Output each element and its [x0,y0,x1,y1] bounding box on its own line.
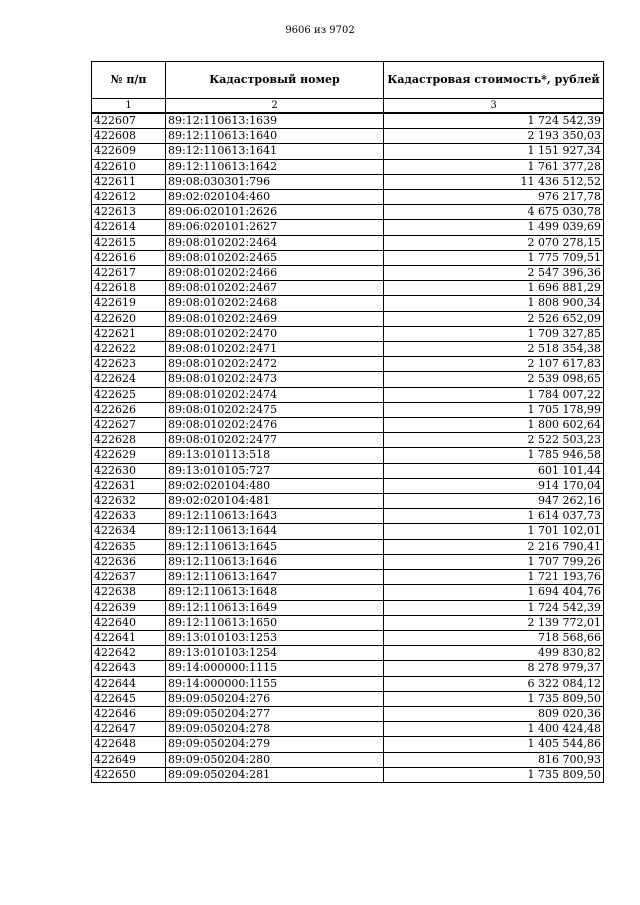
cadastral-value: 1 701 102,01 [384,524,604,539]
cadastral-number: 89:12:110613:1641 [166,144,384,159]
table-row [92,235,604,250]
table-row [92,600,604,615]
table-row [92,554,604,569]
row-index: 422607 [92,113,166,129]
cadastral-number: 89:12:110613:1646 [166,554,384,569]
cadastral-number: 89:02:020104:481 [166,494,384,509]
cadastral-number: 89:09:050204:277 [166,706,384,721]
cadastral-value: 718 568,66 [384,630,604,645]
row-index: 422633 [92,509,166,524]
row-index: 422638 [92,585,166,600]
table-row [92,220,604,235]
cadastral-number: 89:08:010202:2468 [166,296,384,311]
cadastral-number: 89:08:010202:2464 [166,235,384,250]
cadastral-number: 89:12:110613:1639 [166,113,384,129]
row-index: 422625 [92,387,166,402]
row-index: 422637 [92,570,166,585]
cadastral-number: 89:09:050204:278 [166,722,384,737]
cadastral-value: 6 322 084,12 [384,676,604,691]
cadastral-value: 2 526 652,09 [384,311,604,326]
cadastral-number: 89:14:000000:1155 [166,676,384,691]
cadastral-number: 89:08:010202:2466 [166,266,384,281]
cadastral-value: 1 735 809,50 [384,767,604,782]
table-row [92,706,604,721]
cadastral-number: 89:06:020101:2627 [166,220,384,235]
row-index: 422618 [92,281,166,296]
table-row [92,691,604,706]
row-index: 422621 [92,326,166,341]
row-index: 422612 [92,190,166,205]
row-index: 422643 [92,661,166,676]
row-index: 422614 [92,220,166,235]
table-row [92,722,604,737]
row-index: 422636 [92,554,166,569]
column-number-row [92,99,604,114]
table-row [92,646,604,661]
cadastral-value: 2 216 790,41 [384,539,604,554]
table-row [92,266,604,281]
row-index: 422628 [92,433,166,448]
cadastral-number: 89:06:020101:2626 [166,205,384,220]
row-index: 422613 [92,205,166,220]
table-row [92,478,604,493]
table-row [92,281,604,296]
cadastral-value: 1 735 809,50 [384,691,604,706]
cadastral-value: 1 709 327,85 [384,326,604,341]
cadastral-number: 89:08:030301:796 [166,174,384,189]
cadastral-value: 914 170,04 [384,478,604,493]
table-row [92,661,604,676]
row-index: 422648 [92,737,166,752]
cadastral-value: 601 101,44 [384,463,604,478]
cadastral-value: 1 784 007,22 [384,387,604,402]
cadastral-value: 2 522 503,23 [384,433,604,448]
table-row [92,448,604,463]
table-row [92,494,604,509]
table-row [92,311,604,326]
table-row [92,342,604,357]
cadastral-value: 2 539 098,65 [384,372,604,387]
row-index: 422640 [92,615,166,630]
cadastral-number: 89:12:110613:1645 [166,539,384,554]
table-row [92,767,604,782]
cadastral-number: 89:12:110613:1643 [166,509,384,524]
table-row [92,402,604,417]
table-row [92,174,604,189]
cadastral-value: 816 700,93 [384,752,604,767]
row-index: 422645 [92,691,166,706]
table-row [92,509,604,524]
cadastral-number: 89:12:110613:1640 [166,129,384,144]
cadastral-value: 1 405 544,86 [384,737,604,752]
cadastral-value: 2 107 617,83 [384,357,604,372]
row-index: 422646 [92,706,166,721]
row-index: 422623 [92,357,166,372]
table-row [92,326,604,341]
cadastral-number: 89:12:110613:1647 [166,570,384,585]
row-index: 422644 [92,676,166,691]
cadastral-value: 1 808 900,34 [384,296,604,311]
row-index: 422641 [92,630,166,645]
table-row [92,296,604,311]
row-index: 422615 [92,235,166,250]
cadastral-number: 89:08:010202:2469 [166,311,384,326]
cadastral-value: 1 800 602,64 [384,418,604,433]
cadastral-value: 1 694 404,76 [384,585,604,600]
row-index: 422620 [92,311,166,326]
row-index: 422617 [92,266,166,281]
cadastral-value: 1 151 927,34 [384,144,604,159]
cadastral-value: 1 400 424,48 [384,722,604,737]
table-body [92,113,604,782]
row-index: 422632 [92,494,166,509]
table-row [92,539,604,554]
cadastral-value: 1 707 799,26 [384,554,604,569]
row-index: 422629 [92,448,166,463]
cadastral-value: 2 070 278,15 [384,235,604,250]
row-index: 422647 [92,722,166,737]
cadastral-number: 89:12:110613:1650 [166,615,384,630]
table-row [92,144,604,159]
table-row [92,630,604,645]
row-index: 422635 [92,539,166,554]
table-row [92,585,604,600]
table-row [92,129,604,144]
cadastral-number: 89:13:010103:1253 [166,630,384,645]
table-row [92,676,604,691]
header-cadastral-value: Кадастровая стоимость*, рублей [384,62,604,99]
table-row [92,205,604,220]
table-row [92,433,604,448]
cadastral-number: 89:13:010105:727 [166,463,384,478]
cadastral-number: 89:08:010202:2465 [166,250,384,265]
cadastral-value: 2 193 350,03 [384,129,604,144]
cadastral-value: 2 139 772,01 [384,615,604,630]
cadastral-number: 89:08:010202:2467 [166,281,384,296]
cadastral-value: 1 721 193,76 [384,570,604,585]
row-index: 422639 [92,600,166,615]
table-row [92,737,604,752]
cadastral-value: 1 761 377,28 [384,159,604,174]
cadastral-value: 499 830,82 [384,646,604,661]
table-row [92,250,604,265]
row-index: 422634 [92,524,166,539]
cadastral-number: 89:09:050204:279 [166,737,384,752]
cadastral-number: 89:08:010202:2470 [166,326,384,341]
row-index: 422619 [92,296,166,311]
cadastral-number: 89:12:110613:1649 [166,600,384,615]
cadastral-number: 89:08:010202:2473 [166,372,384,387]
row-index: 422631 [92,478,166,493]
column-number: 2 [166,99,384,114]
row-index: 422626 [92,402,166,417]
cadastral-number: 89:13:010113:518 [166,448,384,463]
row-index: 422609 [92,144,166,159]
cadastral-number: 89:14:000000:1115 [166,661,384,676]
row-index: 422611 [92,174,166,189]
row-index: 422649 [92,752,166,767]
cadastral-number: 89:08:010202:2471 [166,342,384,357]
cadastral-number: 89:08:010202:2474 [166,387,384,402]
cadastral-value: 947 262,16 [384,494,604,509]
cadastral-value: 976 217,78 [384,190,604,205]
column-number: 1 [92,99,166,114]
row-index: 422616 [92,250,166,265]
table-row [92,113,604,129]
table-row [92,418,604,433]
cadastral-value: 1 499 039,69 [384,220,604,235]
cadastral-value: 1 614 037,73 [384,509,604,524]
cadastral-number: 89:12:110613:1642 [166,159,384,174]
table-row [92,357,604,372]
cadastral-number: 89:08:010202:2476 [166,418,384,433]
row-index: 422650 [92,767,166,782]
cadastral-value: 809 020,36 [384,706,604,721]
header-index: № п/п [92,62,166,99]
row-index: 422627 [92,418,166,433]
cadastral-number: 89:13:010103:1254 [166,646,384,661]
cadastral-number: 89:09:050204:280 [166,752,384,767]
cadastral-number: 89:09:050204:276 [166,691,384,706]
cadastral-number: 89:08:010202:2475 [166,402,384,417]
cadastral-value: 1 724 542,39 [384,113,604,129]
table-row [92,463,604,478]
cadastral-value: 1 775 709,51 [384,250,604,265]
cadastral-value: 1 785 946,58 [384,448,604,463]
cadastral-number: 89:12:110613:1644 [166,524,384,539]
row-index: 422630 [92,463,166,478]
cadastral-number: 89:12:110613:1648 [166,585,384,600]
cadastral-number: 89:02:020104:480 [166,478,384,493]
cadastral-value: 1 705 178,99 [384,402,604,417]
table-row [92,387,604,402]
cadastral-value: 2 518 354,38 [384,342,604,357]
cadastral-value: 1 696 881,29 [384,281,604,296]
table-row [92,159,604,174]
column-number: 3 [384,99,604,114]
cadastral-value: 1 724 542,39 [384,600,604,615]
cadastral-value: 8 278 979,37 [384,661,604,676]
row-index: 422642 [92,646,166,661]
cadastral-number: 89:08:010202:2477 [166,433,384,448]
table-row [92,570,604,585]
cadastral-value: 4 675 030,78 [384,205,604,220]
cadastre-table [91,61,604,783]
table-row [92,190,604,205]
table-row [92,752,604,767]
row-index: 422608 [92,129,166,144]
header-row [92,62,604,99]
row-index: 422622 [92,342,166,357]
row-index: 422610 [92,159,166,174]
cadastral-value: 11 436 512,52 [384,174,604,189]
cadastral-number: 89:09:050204:281 [166,767,384,782]
table-row [92,372,604,387]
cadastral-number: 89:08:010202:2472 [166,357,384,372]
row-index: 422624 [92,372,166,387]
cadastral-number: 89:02:020104:460 [166,190,384,205]
page-number: 9606 из 9702 [285,25,355,36]
table-row [92,524,604,539]
cadastral-value: 2 547 396,36 [384,266,604,281]
header-cadastral-number: Кадастровый номер [166,62,384,99]
table-row [92,615,604,630]
